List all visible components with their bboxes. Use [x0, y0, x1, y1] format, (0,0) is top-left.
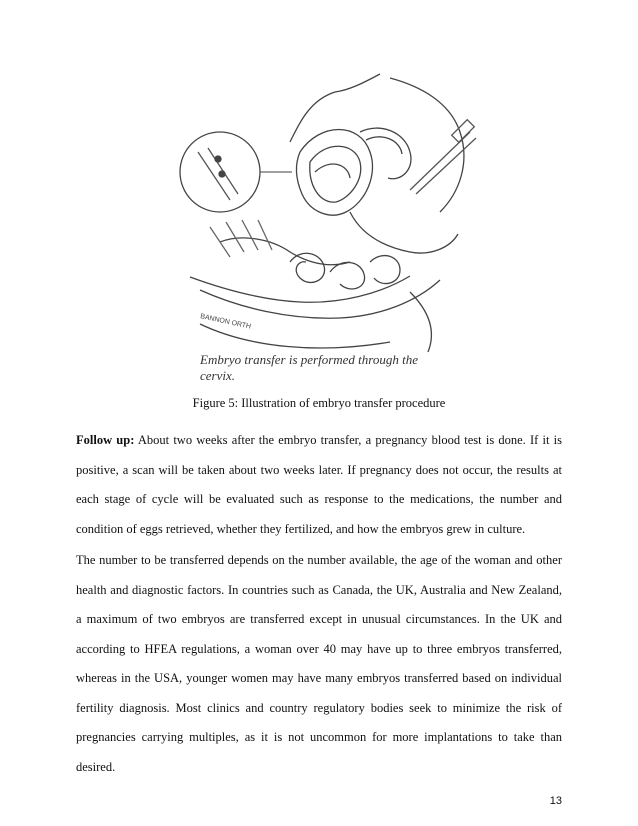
illustration-caption: Embryo transfer is performed through the cervix.	[200, 352, 418, 383]
follow-up-label: Follow up:	[76, 433, 135, 447]
embryo-count-paragraph: The number to be transferred depends on the number available, the age of the woman and other health and diagnostic factors. In countries such as Canada, the UK, Australia and New Zealand, a maximum of two embryos are transferred except in unusual circumstances. In the UK and according to HFEA regulations, a woman over 40 may have up to three embryos transferred, whereas in the USA, younger women may have many embryos transferred based on individual fertility diagnosis. Most clinics and country regulatory bodies seek to minimize the risk of pregnancies carrying multiples, as it is not uncommon for more implantations to take than desired.	[76, 553, 562, 774]
page-number: 13	[549, 795, 562, 807]
figure-caption: Figure 5: Illustration of embryo transfer procedure	[192, 396, 446, 410]
illustrator-signature: BANNON ORTH	[199, 313, 252, 331]
follow-up-text: About two weeks after the embryo transfer, a pregnancy blood test is done. If it is positive, a scan will be taken about two weeks later. If pregnancy does not occur, the results at each stage of cycle will be evaluated such as response to the medications, the number and condition of eggs retrieved, whether they fertilized, and how the embryos grew in culture.	[76, 433, 562, 536]
follow-up-paragraph	[76, 426, 562, 544]
embryo-transfer-illustration	[160, 62, 490, 362]
